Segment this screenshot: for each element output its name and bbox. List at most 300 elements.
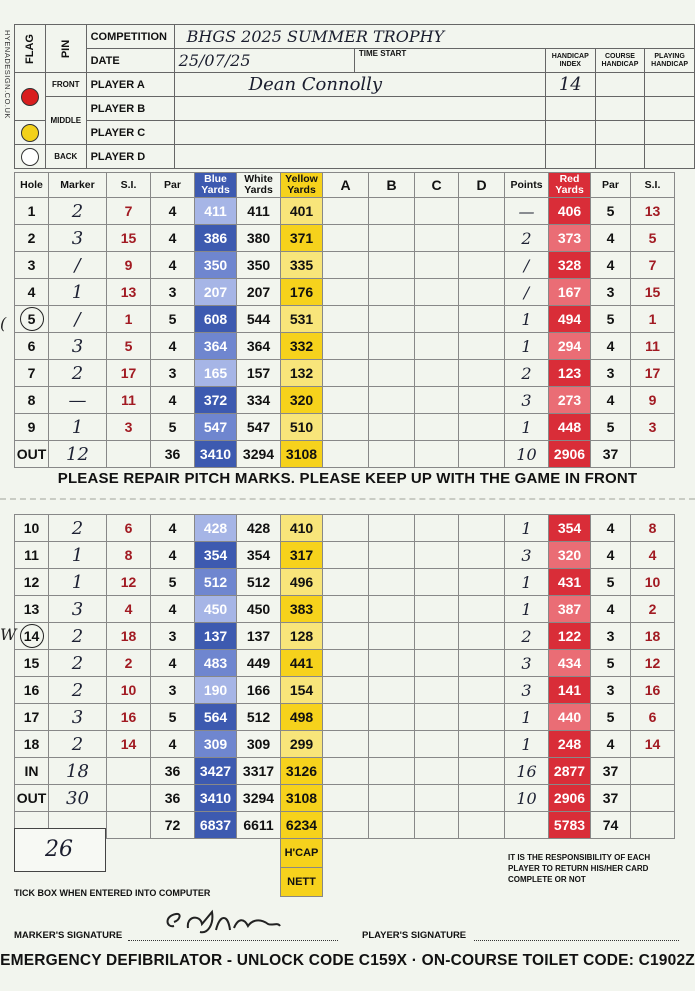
marker-score-value: 1 bbox=[71, 544, 84, 566]
hole-row bbox=[15, 704, 675, 731]
player-d-score[interactable] bbox=[459, 569, 505, 596]
marker-score[interactable] bbox=[49, 360, 107, 387]
player-b-score[interactable] bbox=[369, 731, 415, 758]
col-white-yards: White Yards bbox=[237, 173, 281, 198]
out2-yellow: 3108 bbox=[281, 785, 323, 812]
perforation bbox=[0, 498, 695, 500]
stroke-index: 4 bbox=[107, 596, 151, 623]
player-c-hi[interactable] bbox=[545, 121, 595, 145]
player-a-score[interactable] bbox=[323, 225, 369, 252]
player-a-score[interactable] bbox=[323, 650, 369, 677]
white-yards: 547 bbox=[237, 414, 281, 441]
nett-cell bbox=[323, 868, 369, 897]
player-d-score[interactable] bbox=[459, 414, 505, 441]
in-row bbox=[15, 758, 675, 785]
marker-score-value: 1 bbox=[71, 416, 84, 438]
yellow-yards: 335 bbox=[281, 252, 323, 279]
player-a-score[interactable] bbox=[323, 542, 369, 569]
total-player-d[interactable] bbox=[459, 812, 505, 839]
out2-white: 3294 bbox=[237, 785, 281, 812]
total-points[interactable] bbox=[505, 812, 549, 839]
hole-number: 13 bbox=[15, 596, 49, 623]
date-value[interactable]: 25/07/25 bbox=[178, 51, 251, 70]
marker-score[interactable] bbox=[49, 333, 107, 360]
col-blue-yards: Blue Yards bbox=[195, 173, 237, 198]
marker-score[interactable] bbox=[49, 677, 107, 704]
total-player-b[interactable] bbox=[369, 812, 415, 839]
points[interactable] bbox=[505, 650, 549, 677]
marker-score[interactable] bbox=[49, 731, 107, 758]
par-red: 4 bbox=[591, 387, 631, 414]
par: 4 bbox=[151, 333, 195, 360]
total-player-a[interactable] bbox=[323, 812, 369, 839]
col-b: B bbox=[369, 173, 415, 198]
marker-score[interactable] bbox=[49, 623, 107, 650]
total-red: 5783 bbox=[549, 812, 591, 839]
nett-label: NETT bbox=[281, 868, 323, 897]
out2-marker-total[interactable] bbox=[49, 785, 107, 812]
out2-end bbox=[631, 785, 675, 812]
white-yards: 364 bbox=[237, 333, 281, 360]
yellow-yards: 154 bbox=[281, 677, 323, 704]
red-yards: 354 bbox=[549, 515, 591, 542]
out-player-a[interactable] bbox=[323, 441, 369, 468]
player-d-score[interactable] bbox=[459, 650, 505, 677]
stroke-index: 3 bbox=[107, 414, 151, 441]
total-blank bbox=[107, 812, 151, 839]
stroke-index-red: 16 bbox=[631, 677, 675, 704]
points-value: / bbox=[523, 255, 530, 275]
player-c-score[interactable] bbox=[415, 333, 459, 360]
total-yellow: 6234 bbox=[281, 812, 323, 839]
out2-marker-total-value: 30 bbox=[66, 787, 89, 809]
out2-player-d[interactable] bbox=[459, 785, 505, 812]
hole-number: 11 bbox=[15, 542, 49, 569]
player-a-playing-handicap[interactable] bbox=[645, 73, 695, 97]
yellow-yards: 498 bbox=[281, 704, 323, 731]
in-player-c[interactable] bbox=[415, 758, 459, 785]
player-b-hi[interactable] bbox=[545, 97, 595, 121]
back-nine-table bbox=[14, 514, 675, 897]
player-d-score[interactable] bbox=[459, 252, 505, 279]
player-c-score[interactable] bbox=[415, 731, 459, 758]
hcap-cell bbox=[107, 839, 151, 868]
marker-score[interactable] bbox=[49, 650, 107, 677]
blue-yards: 309 bbox=[195, 731, 237, 758]
white-yards: 380 bbox=[237, 225, 281, 252]
col-c: C bbox=[415, 173, 459, 198]
player-b-score[interactable] bbox=[369, 387, 415, 414]
par: 5 bbox=[151, 704, 195, 731]
hole-row bbox=[15, 542, 675, 569]
hole-number: 15 bbox=[15, 650, 49, 677]
marker-signature bbox=[160, 904, 310, 945]
hole-number: 1 bbox=[15, 198, 49, 225]
player-c-score[interactable] bbox=[415, 306, 459, 333]
player-a-score[interactable] bbox=[323, 198, 369, 225]
player-c-score[interactable] bbox=[415, 279, 459, 306]
out-marker-total[interactable] bbox=[49, 441, 107, 468]
player-a-score[interactable] bbox=[323, 623, 369, 650]
hole-row bbox=[15, 677, 675, 704]
player-b-score[interactable] bbox=[369, 650, 415, 677]
hole-row bbox=[15, 515, 675, 542]
white-yards: 207 bbox=[237, 279, 281, 306]
hole-row bbox=[15, 252, 675, 279]
points[interactable] bbox=[505, 387, 549, 414]
blue-yards: 190 bbox=[195, 677, 237, 704]
nett-cell bbox=[459, 868, 505, 897]
yellow-yards: 496 bbox=[281, 569, 323, 596]
stroke-index-red: 14 bbox=[631, 731, 675, 758]
stroke-index-red: 17 bbox=[631, 360, 675, 387]
points[interactable] bbox=[505, 569, 549, 596]
marker-score[interactable] bbox=[49, 596, 107, 623]
player-a-score[interactable] bbox=[323, 569, 369, 596]
stroke-index-red: 12 bbox=[631, 650, 675, 677]
player-b-score[interactable] bbox=[369, 360, 415, 387]
player-b-ch[interactable] bbox=[595, 97, 645, 121]
marker-score[interactable] bbox=[49, 542, 107, 569]
out2-player-a[interactable] bbox=[323, 785, 369, 812]
player-b-score[interactable] bbox=[369, 306, 415, 333]
hole-row bbox=[15, 198, 675, 225]
player-a-score[interactable] bbox=[323, 731, 369, 758]
in-player-d[interactable] bbox=[459, 758, 505, 785]
player-a-course-handicap[interactable] bbox=[595, 73, 645, 97]
player-d-score[interactable] bbox=[459, 704, 505, 731]
player-c-score[interactable] bbox=[415, 704, 459, 731]
white-yards: 449 bbox=[237, 650, 281, 677]
stroke-index: 2 bbox=[107, 650, 151, 677]
stroke-index: 14 bbox=[107, 731, 151, 758]
player-d-hi[interactable] bbox=[545, 145, 595, 169]
marker-score[interactable] bbox=[49, 306, 107, 333]
player-d-score[interactable] bbox=[459, 596, 505, 623]
in-blank bbox=[107, 758, 151, 785]
marker-score[interactable] bbox=[49, 414, 107, 441]
player-b-ph[interactable] bbox=[645, 97, 695, 121]
player-a-score[interactable] bbox=[323, 414, 369, 441]
stroke-index-red: 10 bbox=[631, 569, 675, 596]
out2-label: OUT bbox=[15, 785, 49, 812]
logo-vertical: HYENADESIGN.CO.UK bbox=[3, 30, 12, 119]
par: 4 bbox=[151, 387, 195, 414]
player-c-score[interactable] bbox=[415, 677, 459, 704]
in-marker-total[interactable] bbox=[49, 758, 107, 785]
in-player-a[interactable] bbox=[323, 758, 369, 785]
col-si2: S.I. bbox=[631, 173, 675, 198]
stroke-index: 12 bbox=[107, 569, 151, 596]
nett-cell bbox=[237, 868, 281, 897]
out-par: 36 bbox=[151, 441, 195, 468]
marker-score[interactable] bbox=[49, 252, 107, 279]
marker-signature-label: MARKER'S SIGNATURE bbox=[14, 930, 123, 941]
yellow-yards: 299 bbox=[281, 731, 323, 758]
points[interactable] bbox=[505, 542, 549, 569]
player-d-score[interactable] bbox=[459, 279, 505, 306]
points[interactable] bbox=[505, 414, 549, 441]
col-si: S.I. bbox=[107, 173, 151, 198]
player-signature-line[interactable] bbox=[474, 940, 679, 941]
hole-row bbox=[15, 569, 675, 596]
red-yards: 273 bbox=[549, 387, 591, 414]
points[interactable] bbox=[505, 279, 549, 306]
total-end bbox=[631, 812, 675, 839]
col-marker: Marker bbox=[49, 173, 107, 198]
player-d-score[interactable] bbox=[459, 623, 505, 650]
col-a: A bbox=[323, 173, 369, 198]
player-a-score[interactable] bbox=[323, 333, 369, 360]
marker-score-value: / bbox=[74, 308, 81, 330]
red-yards: 373 bbox=[549, 225, 591, 252]
competition-value[interactable]: BHGS 2025 SUMMER TROPHY bbox=[186, 27, 445, 46]
stroke-index-red: 1 bbox=[631, 306, 675, 333]
points-value: 1 bbox=[521, 336, 532, 356]
points-value: 2 bbox=[521, 363, 532, 383]
yellow-yards: 371 bbox=[281, 225, 323, 252]
player-a-handicap-index[interactable]: 14 bbox=[558, 74, 582, 95]
points-value: 1 bbox=[521, 599, 532, 619]
player-a-score[interactable] bbox=[323, 596, 369, 623]
points[interactable] bbox=[505, 333, 549, 360]
player-b-score[interactable] bbox=[369, 252, 415, 279]
player-b-label: PLAYER B bbox=[90, 102, 146, 115]
points-value: 1 bbox=[521, 707, 532, 727]
blue-yards: 512 bbox=[195, 569, 237, 596]
marker-score[interactable] bbox=[49, 569, 107, 596]
player-d-score[interactable] bbox=[459, 731, 505, 758]
points[interactable] bbox=[505, 252, 549, 279]
player-b-score[interactable] bbox=[369, 596, 415, 623]
in-par2: 37 bbox=[591, 758, 631, 785]
front-pin-icon bbox=[21, 88, 39, 106]
player-a-score[interactable] bbox=[323, 387, 369, 414]
player-d-score[interactable] bbox=[459, 677, 505, 704]
player-a-score[interactable] bbox=[323, 279, 369, 306]
total-player-c[interactable] bbox=[415, 812, 459, 839]
marker-score-value: 2 bbox=[71, 517, 84, 539]
player-signature-label: PLAYER'S SIGNATURE bbox=[362, 930, 467, 941]
points[interactable] bbox=[505, 225, 549, 252]
player-b-score[interactable] bbox=[369, 704, 415, 731]
player-a-name[interactable]: Dean Connolly bbox=[248, 74, 383, 95]
points[interactable] bbox=[505, 306, 549, 333]
pin-middle-label: MIDDLE bbox=[50, 116, 82, 125]
player-c-ph[interactable] bbox=[645, 121, 695, 145]
points-value: 2 bbox=[521, 228, 532, 248]
marker-score[interactable] bbox=[49, 225, 107, 252]
nett-cell bbox=[369, 868, 415, 897]
player-d-score[interactable] bbox=[459, 198, 505, 225]
out-points[interactable] bbox=[505, 441, 549, 468]
yellow-yards: 132 bbox=[281, 360, 323, 387]
player-c-score[interactable] bbox=[415, 542, 459, 569]
player-c-score[interactable] bbox=[415, 569, 459, 596]
points[interactable] bbox=[505, 515, 549, 542]
player-c-name[interactable] bbox=[174, 121, 545, 145]
banner: PLEASE REPAIR PITCH MARKS. PLEASE KEEP UP WITH THE GAME IN FRONT bbox=[57, 470, 638, 487]
marker-score-value: — bbox=[68, 389, 87, 411]
stroke-index: 13 bbox=[107, 279, 151, 306]
out2-points[interactable] bbox=[505, 785, 549, 812]
total-box[interactable]: 26 bbox=[14, 828, 106, 872]
player-b-score[interactable] bbox=[369, 677, 415, 704]
hcap-cell bbox=[237, 839, 281, 868]
player-c-score[interactable] bbox=[415, 650, 459, 677]
player-d-label: PLAYER D bbox=[90, 150, 146, 163]
marker-score-value: 3 bbox=[71, 598, 84, 620]
white-yards: 512 bbox=[237, 704, 281, 731]
player-d-score[interactable] bbox=[459, 225, 505, 252]
course-handicap-label: COURSE HANDICAP bbox=[601, 52, 639, 68]
out-player-b[interactable] bbox=[369, 441, 415, 468]
red-yards: 294 bbox=[549, 333, 591, 360]
stroke-index: 15 bbox=[107, 225, 151, 252]
player-c-score[interactable] bbox=[415, 596, 459, 623]
handicap-index-label: HANDICAP INDEX bbox=[551, 52, 589, 68]
points-value: / bbox=[523, 282, 530, 302]
hole-row bbox=[15, 306, 675, 333]
white-yards: 166 bbox=[237, 677, 281, 704]
in-red: 2877 bbox=[549, 758, 591, 785]
par: 3 bbox=[151, 623, 195, 650]
out-player-d[interactable] bbox=[459, 441, 505, 468]
back-pin-icon bbox=[21, 148, 39, 166]
player-b-score[interactable] bbox=[369, 542, 415, 569]
player-c-score[interactable] bbox=[415, 387, 459, 414]
player-d-score[interactable] bbox=[459, 306, 505, 333]
points[interactable] bbox=[505, 623, 549, 650]
player-b-score[interactable] bbox=[369, 333, 415, 360]
out-label: OUT bbox=[15, 441, 49, 468]
player-d-ph[interactable] bbox=[645, 145, 695, 169]
marker-score[interactable] bbox=[49, 279, 107, 306]
points-value: 3 bbox=[521, 653, 532, 673]
par-red: 4 bbox=[591, 333, 631, 360]
player-d-score[interactable] bbox=[459, 515, 505, 542]
player-a-score[interactable] bbox=[323, 252, 369, 279]
in-points[interactable] bbox=[505, 758, 549, 785]
out-white: 3294 bbox=[237, 441, 281, 468]
red-yards: 248 bbox=[549, 731, 591, 758]
player-b-score[interactable] bbox=[369, 198, 415, 225]
blue-yards: 350 bbox=[195, 252, 237, 279]
hole-number: 4 bbox=[15, 279, 49, 306]
player-c-score[interactable] bbox=[415, 515, 459, 542]
marker-score[interactable] bbox=[49, 704, 107, 731]
out2-points-value: 10 bbox=[516, 788, 537, 808]
player-d-score[interactable] bbox=[459, 360, 505, 387]
player-d-score[interactable] bbox=[459, 387, 505, 414]
player-b-score[interactable] bbox=[369, 623, 415, 650]
player-b-score[interactable] bbox=[369, 279, 415, 306]
points[interactable] bbox=[505, 731, 549, 758]
player-c-score[interactable] bbox=[415, 414, 459, 441]
player-d-name[interactable] bbox=[174, 145, 545, 169]
out-blue: 3410 bbox=[195, 441, 237, 468]
in-player-b[interactable] bbox=[369, 758, 415, 785]
marker-score[interactable] bbox=[49, 387, 107, 414]
player-a-score[interactable] bbox=[323, 704, 369, 731]
par: 3 bbox=[151, 279, 195, 306]
player-a-score[interactable] bbox=[323, 306, 369, 333]
blue-yards: 411 bbox=[195, 198, 237, 225]
player-b-score[interactable] bbox=[369, 515, 415, 542]
points[interactable] bbox=[505, 704, 549, 731]
player-a-score[interactable] bbox=[323, 360, 369, 387]
white-yards: 411 bbox=[237, 198, 281, 225]
player-c-score[interactable] bbox=[415, 360, 459, 387]
player-d-score[interactable] bbox=[459, 333, 505, 360]
player-b-score[interactable] bbox=[369, 225, 415, 252]
player-c-score[interactable] bbox=[415, 225, 459, 252]
hcap-cell bbox=[459, 839, 505, 868]
points[interactable] bbox=[505, 198, 549, 225]
player-c-score[interactable] bbox=[415, 623, 459, 650]
hole-14-circle-mark: W bbox=[0, 625, 17, 644]
hole-number: 8 bbox=[15, 387, 49, 414]
stroke-index: 9 bbox=[107, 252, 151, 279]
flag-label: FLAG bbox=[23, 33, 36, 64]
hole-number: 7 bbox=[15, 360, 49, 387]
col-par: Par bbox=[151, 173, 195, 198]
red-yards: 167 bbox=[549, 279, 591, 306]
player-d-score[interactable] bbox=[459, 542, 505, 569]
par-red: 4 bbox=[591, 596, 631, 623]
hole-row bbox=[15, 360, 675, 387]
hcap-cell bbox=[151, 839, 195, 868]
marker-score[interactable] bbox=[49, 198, 107, 225]
out2-red: 2906 bbox=[549, 785, 591, 812]
player-d-ch[interactable] bbox=[595, 145, 645, 169]
player-b-score[interactable] bbox=[369, 414, 415, 441]
points[interactable] bbox=[505, 360, 549, 387]
out-red: 2906 bbox=[549, 441, 591, 468]
out-player-c[interactable] bbox=[415, 441, 459, 468]
in-marker-total-value: 18 bbox=[66, 760, 89, 782]
out-par2: 37 bbox=[591, 441, 631, 468]
marker-score-value: 1 bbox=[71, 281, 84, 303]
player-a-score[interactable] bbox=[323, 677, 369, 704]
player-a-score[interactable] bbox=[323, 515, 369, 542]
player-c-score[interactable] bbox=[415, 252, 459, 279]
in-end bbox=[631, 758, 675, 785]
player-b-score[interactable] bbox=[369, 569, 415, 596]
total-white: 6611 bbox=[237, 812, 281, 839]
points[interactable] bbox=[505, 677, 549, 704]
hcap-cell bbox=[369, 839, 415, 868]
stroke-index-red: 9 bbox=[631, 387, 675, 414]
hole-number bbox=[15, 623, 49, 650]
player-c-ch[interactable] bbox=[595, 121, 645, 145]
player-b-name[interactable] bbox=[174, 97, 545, 121]
points[interactable] bbox=[505, 596, 549, 623]
hole-number: 2 bbox=[15, 225, 49, 252]
par-red: 3 bbox=[591, 677, 631, 704]
out2-player-c[interactable] bbox=[415, 785, 459, 812]
hole-row bbox=[15, 623, 675, 650]
yellow-yards: 320 bbox=[281, 387, 323, 414]
player-a-label: PLAYER A bbox=[90, 78, 145, 91]
player-c-score[interactable] bbox=[415, 198, 459, 225]
out-end bbox=[631, 441, 675, 468]
out-row bbox=[15, 441, 675, 468]
red-yards: 431 bbox=[549, 569, 591, 596]
marker-score[interactable] bbox=[49, 515, 107, 542]
out2-player-b[interactable] bbox=[369, 785, 415, 812]
white-yards: 350 bbox=[237, 252, 281, 279]
